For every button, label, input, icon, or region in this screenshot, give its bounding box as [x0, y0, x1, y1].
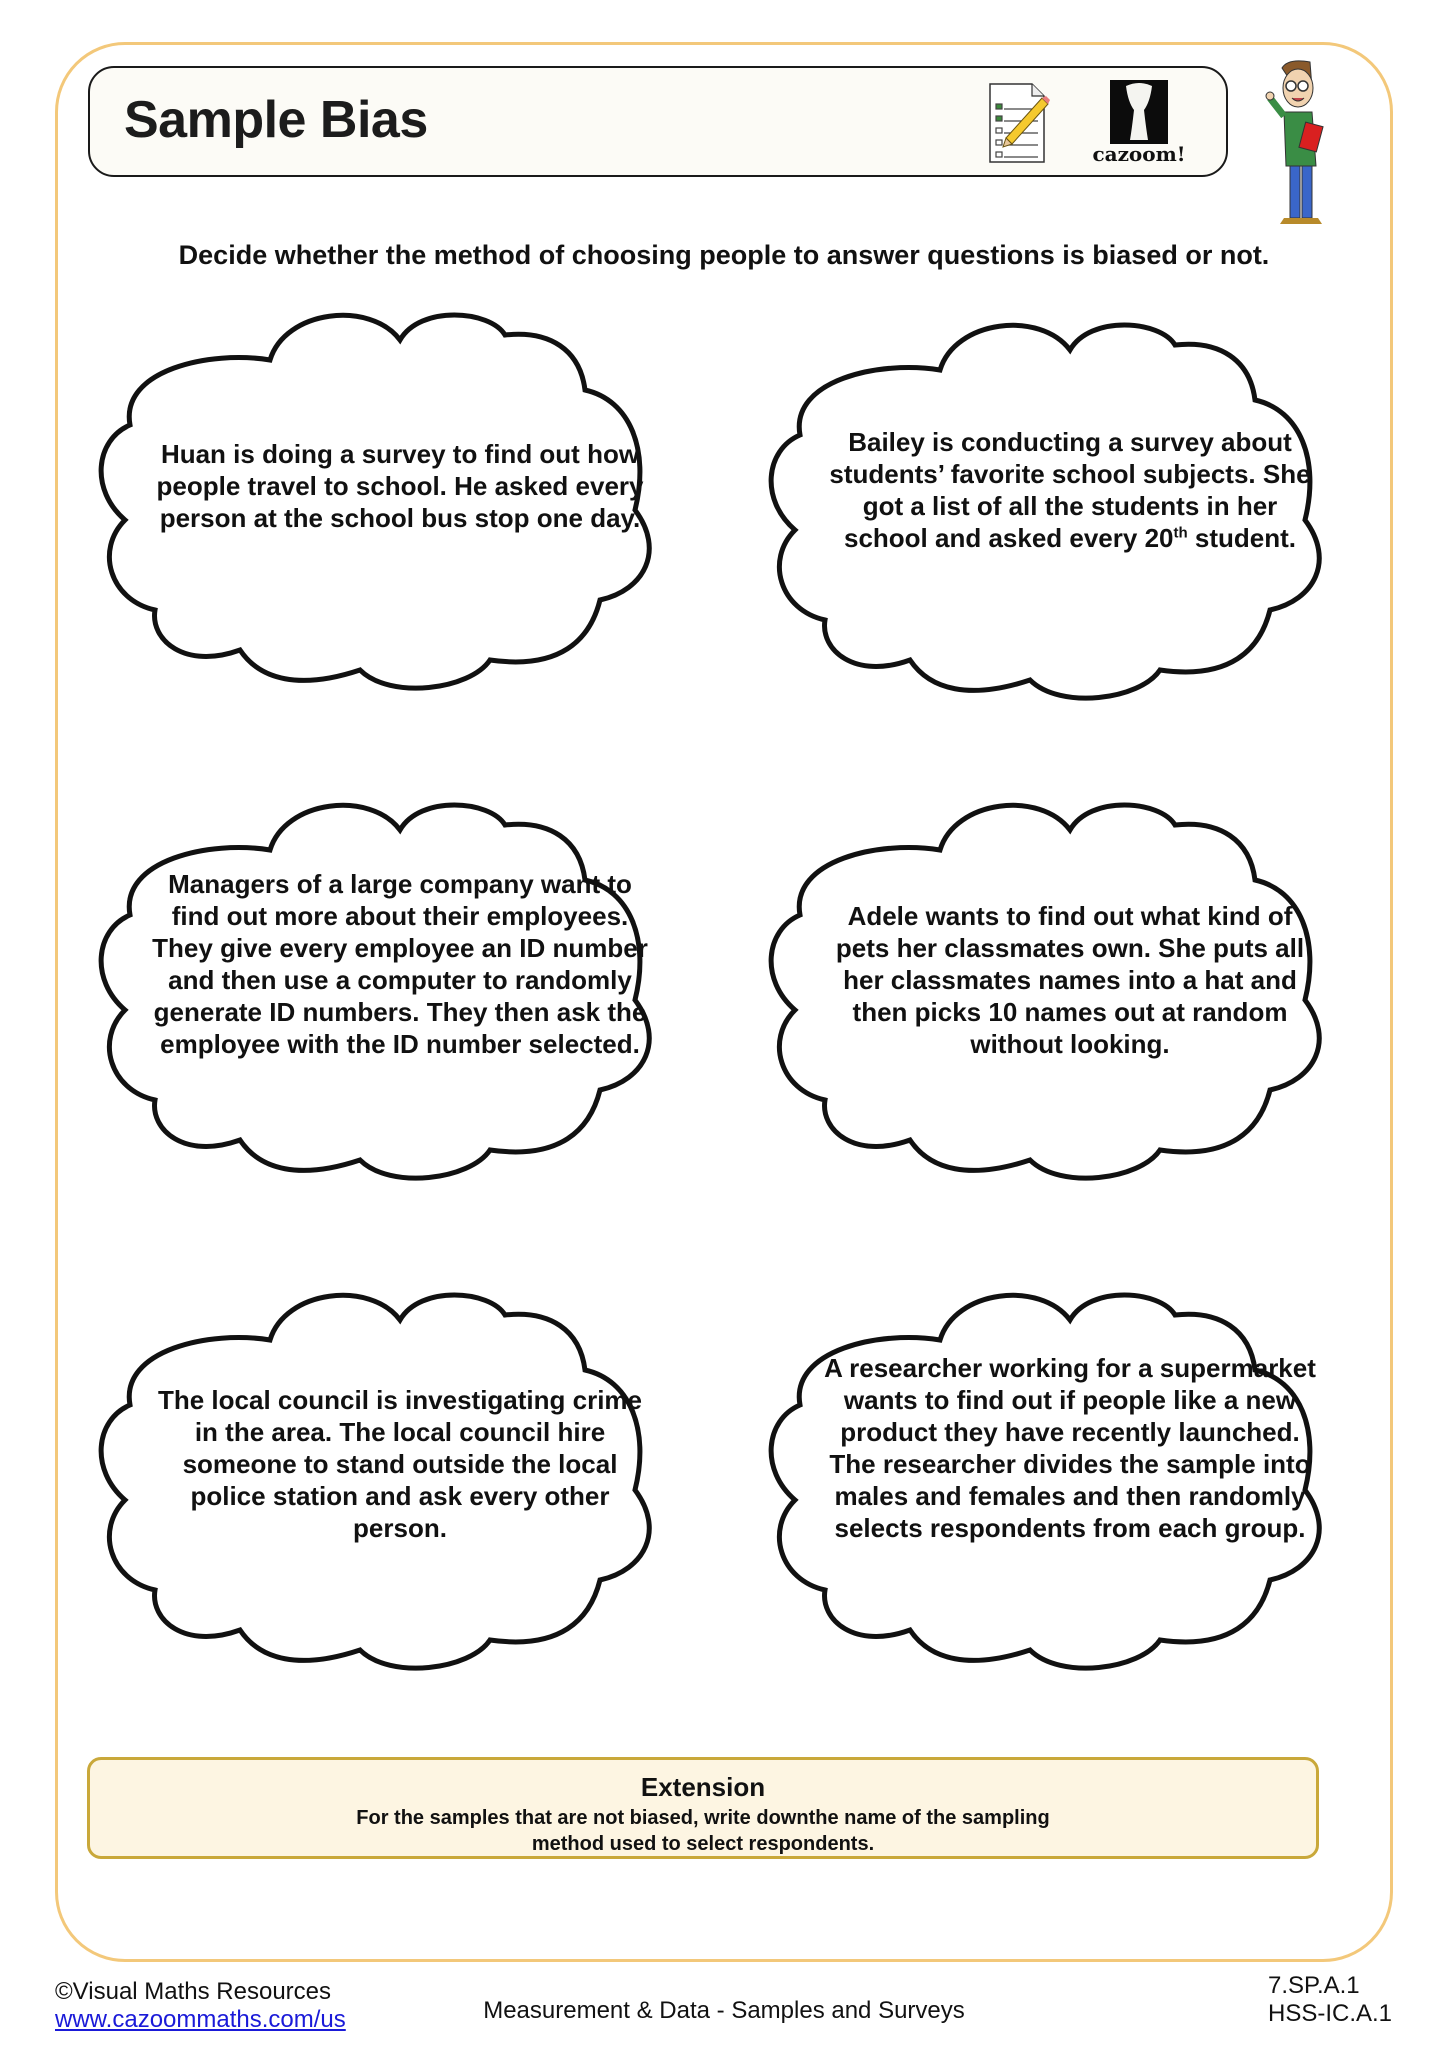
question-cloud-6 [760, 1270, 1360, 1670]
title-banner [88, 66, 1228, 177]
extension-title: Extension [640, 1772, 766, 1802]
drum-icon [1110, 80, 1168, 144]
logo-text: cazoom! [1092, 142, 1186, 166]
question-text [820, 426, 1320, 554]
question-text-end: student. [1187, 523, 1297, 553]
footer-standards [1268, 1972, 1392, 2028]
teacher-character-icon [1262, 58, 1342, 228]
checklist-pencil-icon [986, 80, 1052, 166]
page-title: Sample Bias [124, 91, 428, 149]
question-cloud-3 [90, 780, 690, 1180]
question-text: The local council is investigating crime in the area. The local council hire someone to stand outside the local police station and ask every other person. [157, 1385, 643, 1543]
standard-code: HSS-IC.A.1 [1268, 2000, 1393, 2027]
cazoom-logo [1090, 80, 1188, 168]
question-text: Managers of a large company want to find out more about their employees. They give every employee an ID number and then use a computer to randomly generate ID numbers. They then ask the employee with the ID number selected. [152, 869, 648, 1059]
footer-topic: Measurement & Data - Samples and Surveys [483, 1997, 965, 2024]
question-cloud-5 [90, 1270, 690, 1670]
question-text: Huan is doing a survey to find out how people travel to school. He asked every person at the school bus stop one day. [156, 439, 644, 533]
copyright-text: ©Visual Maths Resources [55, 1978, 332, 2005]
question-cloud-4 [760, 780, 1360, 1180]
question-cloud-2 [760, 300, 1360, 700]
extension-body: For the samples that are not biased, write downthe name of the sampling method used to select respondents. [356, 1807, 1050, 1855]
website-link[interactable]: www.cazoommaths.com/us [55, 2006, 346, 2033]
question-text-main: Bailey is conducting a survey about students’ favorite school subjects. She got a list of all the students in her school and asked every 20 [829, 427, 1311, 553]
question-cloud-1 [90, 290, 690, 690]
instruction-text: Decide whether the method of choosing people to answer questions is biased or not. [178, 240, 1270, 270]
ordinal-superscript: th [1173, 524, 1188, 542]
question-text: Adele wants to find out what kind of pets her classmates own. She puts all her classmates names into a hat and then picks 10 names out at random without looking. [835, 901, 1305, 1059]
standard-code: 7.SP.A.1 [1268, 1972, 1360, 1999]
extension-box [87, 1757, 1319, 1859]
question-text: A researcher working for a supermarket wants to find out if people like a new product they have recently launched. The researcher divides the sample into males and females and then randomly selects respondents from each group. [824, 1353, 1316, 1543]
